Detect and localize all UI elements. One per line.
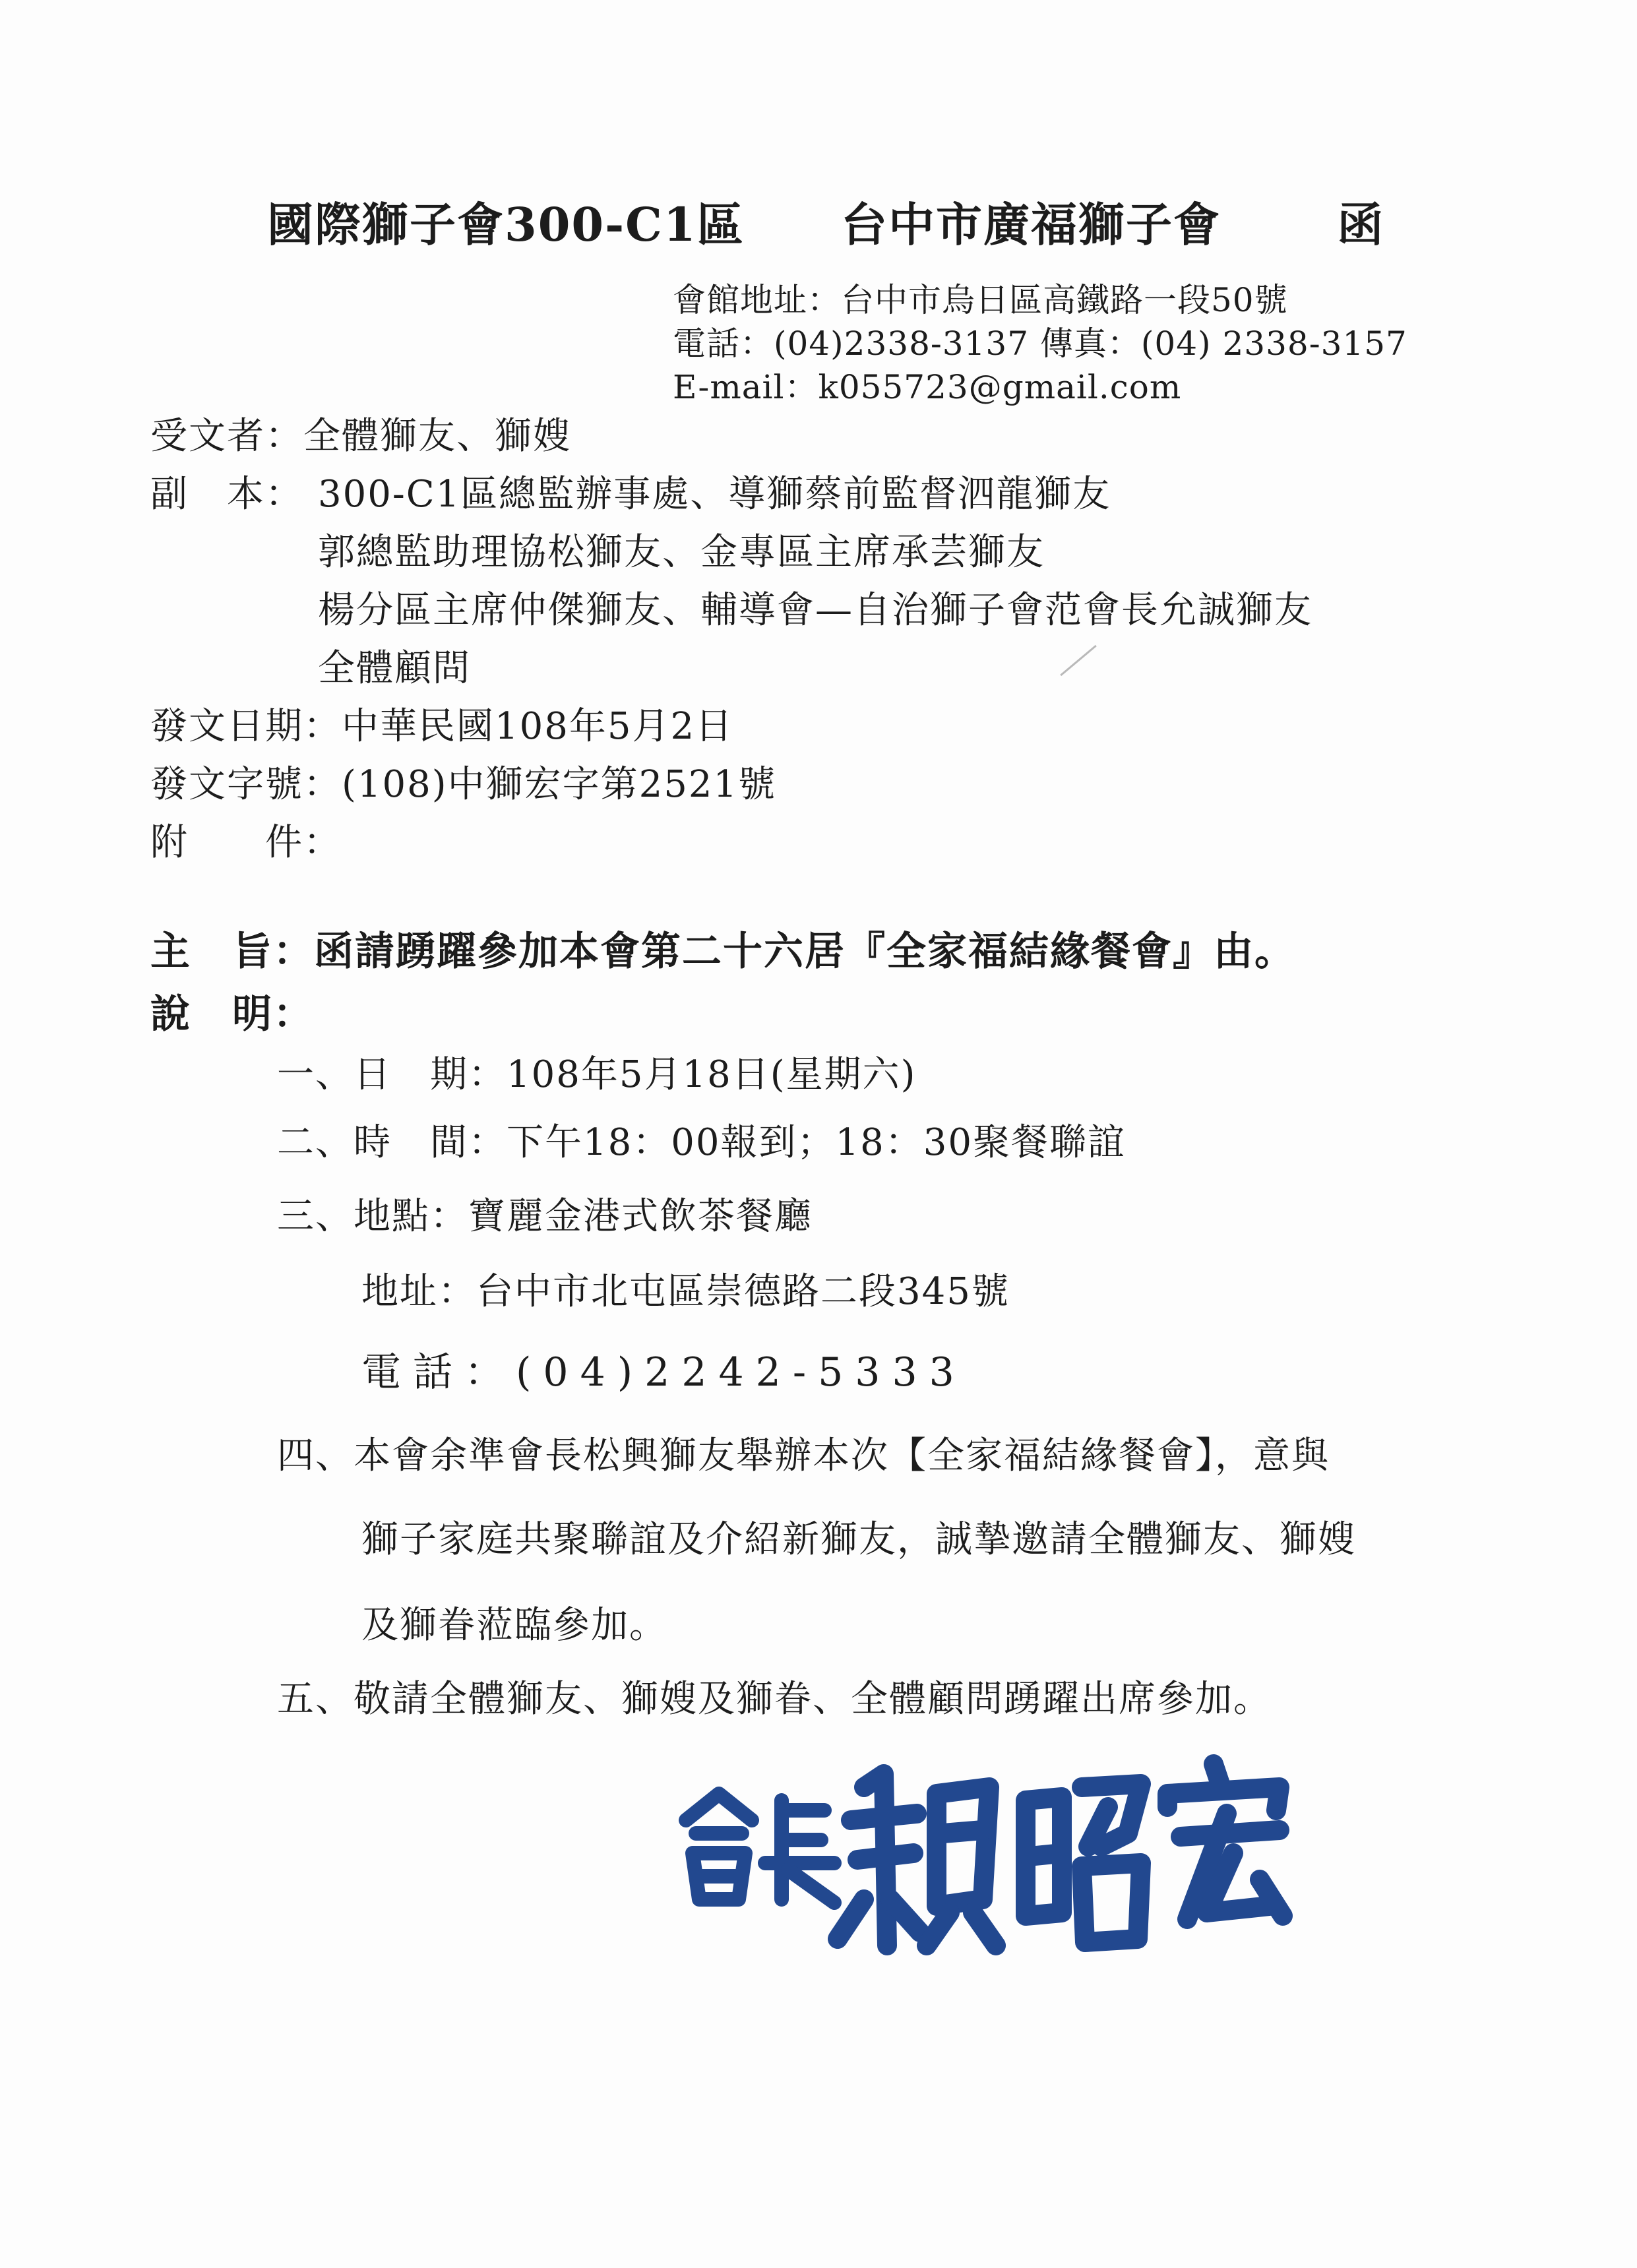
letter-title — [267, 188, 1384, 255]
recipient-label: 受文者： — [150, 415, 303, 458]
attachment-line — [150, 813, 342, 866]
explanation-item-purpose-cont: 及獅眷蒞臨參加。 — [361, 1604, 667, 1647]
cc-line: 楊分區主席仲傑獅友、輔導會—自治獅子會范會長允誠獅友 — [318, 589, 1313, 632]
venue-address: 地址：台中市北屯區崇德路二段345號 — [361, 1270, 1010, 1313]
document-type: 函 — [1337, 197, 1385, 252]
district-name: 國際獅子會300-C1區 — [267, 197, 745, 252]
recipient-value: 全體獅友、獅嫂 — [303, 415, 571, 458]
explanation-item-purpose-cont: 獅子家庭共聚聯誼及介紹新獅友，誠摯邀請全體獅友、獅嫂 — [361, 1518, 1356, 1561]
club-address: 會館地址：台中市烏日區高鐵路一段50號 — [673, 281, 1288, 319]
cc-line: 300-C1區總監辦事處、導獅蔡前監督泗龍獅友 — [318, 473, 1111, 516]
cc-label: 副 本： — [150, 473, 303, 516]
explanation-item-date: 一、日 期：108年5月18日(星期六) — [277, 1053, 917, 1096]
recipient-line — [150, 407, 571, 460]
reference-number-value: (108)中獅宏字第2521號 — [342, 763, 777, 806]
explanation-item-venue: 三、地點：寶麗金港式飲茶餐廳 — [277, 1195, 813, 1238]
subject-line — [150, 920, 1295, 977]
explanation-item-time: 二、時 間：下午18：00報到；18：30聚餐聯誼 — [277, 1121, 1127, 1164]
venue-phone: 電話：(04)2242-5333 — [361, 1349, 966, 1395]
reference-number-line — [150, 755, 776, 808]
explanation-item-attendance: 五、敬請全體獅友、獅嫂及獅眷、全體顧問踴躍出席參加。 — [277, 1678, 1272, 1721]
subject-text: 函請踴躍參加本會第二十六居『全家福結緣餐會』由。 — [314, 929, 1295, 975]
reference-number-label: 發文字號： — [150, 763, 342, 806]
club-name: 台中市廣福獅子會 — [840, 197, 1221, 252]
explanation-item-purpose: 四、本會余準會長松興獅友舉辦本次【全家福結緣餐會】，意與 — [277, 1434, 1330, 1477]
president-signature — [666, 1748, 1313, 1965]
issue-date-value: 中華民國108年5月2日 — [342, 705, 734, 748]
explanation-label: 說 明： — [150, 991, 314, 1037]
issue-date-label: 發文日期： — [150, 705, 342, 748]
issue-date-line — [150, 697, 733, 750]
paper-scuff-mark — [1060, 645, 1097, 676]
club-phone-fax: 電話：(04)2338-3137 傳真：(04) 2338-3157 — [673, 324, 1407, 363]
cc-line: 郭總監助理協松獅友、金專區主席承芸獅友 — [318, 531, 1045, 574]
cc-line: 全體顧問 — [318, 647, 471, 690]
club-email: E-mail：k055723@gmail.com — [673, 368, 1182, 406]
attachment-label: 附 件： — [150, 821, 342, 864]
subject-label: 主 旨： — [150, 929, 314, 975]
